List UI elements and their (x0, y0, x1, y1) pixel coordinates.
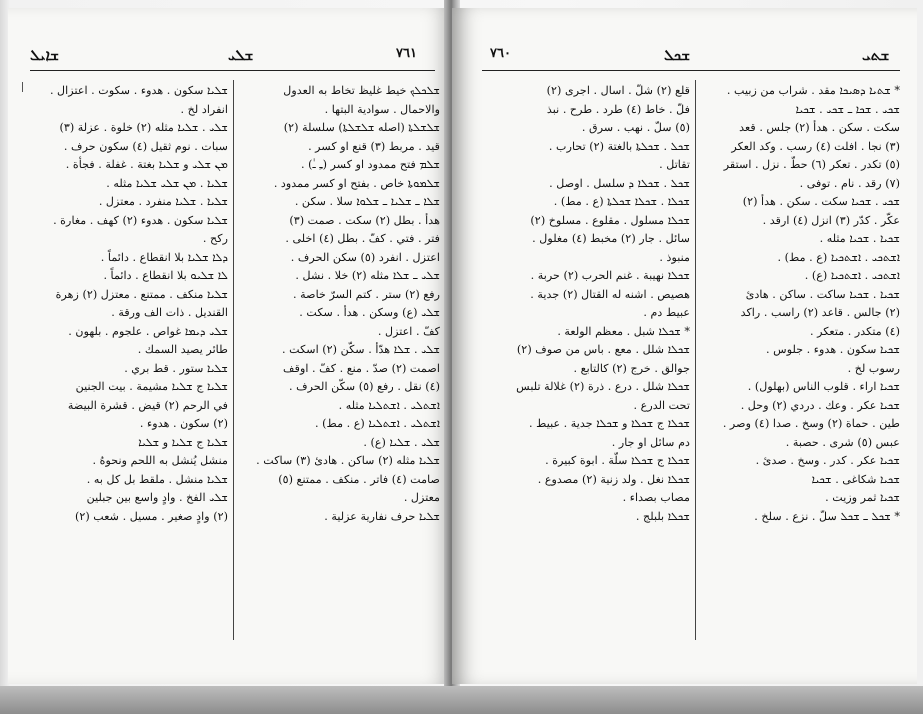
entry-line: ܫܠܝܐ مثله (٢) ساكن . هادئ (٣) ساكت . (256, 454, 440, 467)
left-page (8, 8, 452, 684)
entry-line: ܫܠܝ . ܫܠܐ هدّأ . سكّن (٢) اسكت . (281, 343, 440, 356)
header-rule (482, 70, 900, 71)
entry-line: ܫܟܝܐ عكر . كدر . وسخ . صدئ . (755, 454, 900, 467)
entry-line: ܫܟܝܐ سكون . هدوء . جلوس . (765, 343, 900, 356)
page-number: ٧٦١ (396, 46, 417, 61)
entry-line: ركح . (202, 232, 228, 245)
entry-line: منبوذ . (659, 250, 690, 264)
entry-line: فتر . فتي . كفّ . بطل (٤) اخلى . (285, 232, 440, 245)
left-page-header (8, 46, 452, 68)
entry-line: ܫܠܝܐ حرف نفارية عزلية . (324, 509, 440, 523)
entry-line: فلّ . خاط (٤) طرد . طرح . نبذ (546, 102, 690, 116)
left-page-right-column (240, 82, 440, 526)
entry-line: ܫܟܝܐ عكر . وعك . دردي (٢) وحل . (740, 398, 900, 412)
entry-line: ܫܠܝ الفخ . وادٍ واسع بين جبلين (86, 491, 228, 504)
entry-line: ܫܟܠܐ شلل . درع . ذرة (٢) غلالة تلبس (516, 380, 690, 393)
entry-line: ܫܠܝ ܕܝܡܐ غواص . علجوم . بلهون . (68, 324, 228, 338)
entry-line: هدأ . بطل (٢) سكت . صمت (٣) (289, 213, 440, 227)
entry-line: ܕܠܐ ܫܠܝܐ بلا انقطاع . دائماً . (100, 250, 228, 264)
entry-line: معتزل . (403, 491, 440, 504)
entry-line: ܫܟܝ . ܫܟܝܐ سكت . سكن . هدأ (٢) (742, 195, 900, 208)
entry-line: ܫܠܝܐ ج ܫܠܝܐ مشيمة . بيت الجنين (75, 380, 228, 393)
entry-line: جوالق . خرج (٢) كالتابع . (573, 361, 690, 375)
entry-line: عبيط دم . (643, 306, 690, 319)
column-divider (233, 80, 234, 640)
entry-line: * ܫܟܠܐ شبل . معظم الولعة . (557, 324, 690, 338)
scan-bottom-edge (0, 686, 923, 714)
entry-line: ܫܟܝܐ . ܫܟܝܐ مثله . (819, 232, 900, 245)
entry-line: * ܫܟܠ ـ ܫܟܠ سلّ . نزع . سلخ . (754, 509, 900, 523)
entry-line: (٧) رقد . نام . توفى . (799, 176, 900, 190)
entry-line: ܫܟܝܐ اراء . قلوب الناس (بهلول) . (747, 380, 900, 393)
entry-line: والاحمال . سوادية البتها . (324, 102, 440, 116)
entry-line: ܫܟܠܐ مسلول . مقلوع . مسلوخ (٢) (530, 213, 690, 227)
entry-line: (٢) وادٍ صغير . مسيل . شعب (٢) (74, 509, 228, 523)
entry-line: ܫܟܝ . ܫܟܐ ـ ܫܟܝ . ܫܟܝܐ (795, 102, 900, 116)
entry-line: (٣) نجا . افلت (٤) رسب . وكد العكر (731, 139, 900, 153)
entry-line: ܫܟܝܐ . ܫܟܝܐ ساكت . ساكن . هادئ (745, 287, 900, 301)
header-center-word: ܫܟܠ (664, 46, 691, 64)
entry-line: القنديل . ذات الف ورقة . (111, 306, 228, 319)
entry-line: ܐܫܬܠܝ . ܐܫܬܠܝܐ (ع . مط) . (315, 417, 440, 430)
entry-line: دم سائل او جار . (611, 435, 690, 449)
entry-line: هصيص . اشنه له القتال (٢) جدية . (530, 287, 690, 301)
left-page-left-column (30, 82, 228, 526)
entry-line: سبات . نوم ثقيل (٤) سكون حرف . (63, 139, 228, 153)
entry-line: كفّ . اعتزل . (377, 324, 440, 338)
entry-line: طائر يصيد السمك . (137, 343, 228, 356)
entry-line: في الرحم (٢) قيض . قشرة البيضة (67, 398, 228, 412)
entry-line: سائل . جار (٢) مخبط (٤) مغلول . (532, 232, 690, 245)
entry-line: ܫܠܡܘܬܐ خاص . بفتح او كسر ممدود . (273, 176, 440, 190)
entry-line: ܫܟܠܐ . ܫܟܠܐ ܫܟܠܬܐ (ع . مط) . (553, 195, 690, 208)
entry-line: تقاتل . (659, 158, 690, 171)
entry-line: ܫܠܝ (ع) وسكن . هدأ . سكت . (299, 306, 440, 319)
entry-line: منشل يُنشل به اللحم ونحوهُ . (92, 454, 228, 467)
entry-line: ܫܟܝܐ ثمر وزيت . (825, 491, 900, 504)
entry-line: ܫܟܠܐ نهيبة . غنم الحرب (٢) حربة . (530, 269, 690, 282)
entry-line: رسوب لخ . (847, 361, 900, 375)
right-page-right-column (702, 82, 900, 526)
entry-line: صامت (٤) فاتر . منكف . ممتنع (٥) (278, 472, 440, 486)
entry-line: عكّر . كدّر (٣) انزل (٤) ارقد . (762, 213, 900, 227)
entry-line: (٢) جالس . قاعد (٢) راسب . راكد (740, 306, 900, 319)
entry-line: (٤) نقل . رفع (٥) سكّن الحرف . (288, 380, 440, 393)
entry-line: عبس (٥) شرى . حصبة . (785, 435, 900, 449)
header-left-word: ܫܐܝܠ (30, 46, 59, 64)
entry-line: ܠܐ ܫܠܝܘ بلا انقطاع . دائماً . (103, 269, 228, 282)
entry-line: (٤) متكدر . متعكر . (809, 324, 900, 338)
entry-line: ܫܠܝܐ منكف . ممتنع . معتزل (٢) زهرة (55, 287, 228, 301)
entry-line: ܐܫܬܟܝ . ܐܫܬܟܝܐ (ع . مط) . (777, 250, 900, 264)
entry-line: قلع (٢) شلّ . اسال . اجرى (٢) (546, 84, 690, 97)
entry-line: ܫܠܟܠܟ خيط غليظ تخاط به العدول (283, 84, 440, 97)
entry-line: ܫܟܠܐ نغل . ولد زنية (٢) مصدوع . (537, 472, 690, 486)
entry-line: ܫܟܠܐ بلبلج . (635, 509, 690, 523)
right-page (452, 8, 917, 684)
entry-line: ܫܠܡ فتح ممدود او كسر (ـِ ـٰ) . (301, 158, 440, 171)
entry-line: طين . حماة (٢) وسخ . صدا (٤) وصر . (722, 417, 900, 430)
header-center-word: ܫܠܝ (228, 46, 254, 64)
entry-line: ܫܠܝ ـ ܫܠܐ مثله (٢) خلا . نشل . (295, 269, 440, 282)
entry-line: (٥) سلّ . نهب . سرق . (581, 121, 690, 134)
entry-line: ܫܟܠܐ شلل . معع . باس من صوف (٢) (516, 343, 690, 356)
entry-line: ܫܠܝܐ ستور . قط بري . (124, 361, 228, 375)
entry-line: ܐܫܬܠܝ . ܐܫܬܠܝܐ مثله . (338, 398, 440, 412)
entry-line: سكت . سكن . هدأ (٢) جلس . قعد (739, 121, 900, 134)
entry-line: ܫܟܠ . ܫܟܠܐ ܕ سلسل . اوصل . (549, 176, 690, 190)
column-divider (695, 80, 696, 640)
entry-line: ܐܫܬܟܝ . ܐܫܬܟܝܐ (ع) . (804, 269, 900, 282)
entry-line: ܡܢ ܫܠܝ و ܫܠܝܐ بغتة . غفلة . فجأة . (65, 158, 228, 171)
entry-line: (٢) سكون . هدوء . (139, 417, 228, 430)
entry-line: ܫܠܝܐ ج ܫܠܝܐ و ܫܠܝܐ (138, 435, 228, 449)
entry-line: قيد . مربط (٣) قنع او كسر . (308, 139, 440, 153)
entry-line: ܫܠܝܐ . ܡܢ ܫܠܝ ܫܠܝܐ مثله . (106, 176, 228, 190)
entry-line: انفراد لخ . (180, 102, 228, 116)
entry-line: تحت الدرع . (633, 398, 690, 412)
entry-line: ܫܠܝܐ منشل . ملقط بل كل به . (86, 472, 228, 486)
margin-mark (22, 82, 23, 92)
right-page-left-column (484, 82, 690, 526)
entry-line: ܫܠܫܠܬܐ (اصله ܫܠܫܠܬܐ) سلسلة (٢) (283, 121, 440, 134)
entry-line: ܫܟܠܐ ج ܫܟܠܐ و ܫܟܠܐ جدية . عبيط . (528, 417, 690, 430)
entry-line: ܫܟܝܐ شكاغى . ܫܟܝܐ (811, 472, 900, 486)
header-rule (30, 70, 435, 71)
entry-line: ܫܟܠ . ܫܟܠܬܐ بالغتة (٢) تحارب . (548, 139, 690, 153)
entry-line: مصاب بصداء . (622, 491, 690, 504)
entry-line: (٥) تكدر . تعكر (٦) حطّ . نزل . استقر (723, 158, 900, 171)
entry-line: اعتزل . انفرد (٥) سكن الحرف . (290, 250, 440, 264)
entry-line: ܫܠܝܐ سكون . هدوء . سكوت . اعتزال . (49, 84, 228, 97)
entry-line: ܫܠܝܐ سكون . هدوء (٢) كهف . مغارة . (53, 213, 228, 227)
page-number: ٧٦٠ (490, 46, 511, 61)
entry-line: ܫܟܠܐ ج ܫܟܠܐ سلّة . ابوة كبيرة . (545, 454, 690, 467)
entry-line: اصمت (٢) صدّ . منع . كفّ . اوقف (283, 361, 440, 375)
right-page-header (452, 46, 917, 68)
entry-line: ܫܠܐ ـ ܫܠܝܐ ـ ܫܠܘܐ سلا . سكن . (294, 195, 440, 208)
entry-line: ܫܠܝ . ܫܠܝܐ (ع) . (363, 435, 440, 449)
entry-line: رفع (٢) ستر . كتم السرّ خاصة . (292, 287, 440, 301)
entry-line: * ܫܬܝܐ ܕܣܝܟܐ مقد . شراب من زبيب . (726, 84, 900, 97)
header-right-word: ܫܬܝ (862, 46, 890, 64)
entry-line: ܫܠܝ . ܫܠܝܐ مثله (٢) خلوة . عزلة (٣) (59, 121, 228, 134)
entry-line: ܫܠܝܐ . ܫܠܝܐ منفرد . معتزل . (98, 195, 228, 208)
